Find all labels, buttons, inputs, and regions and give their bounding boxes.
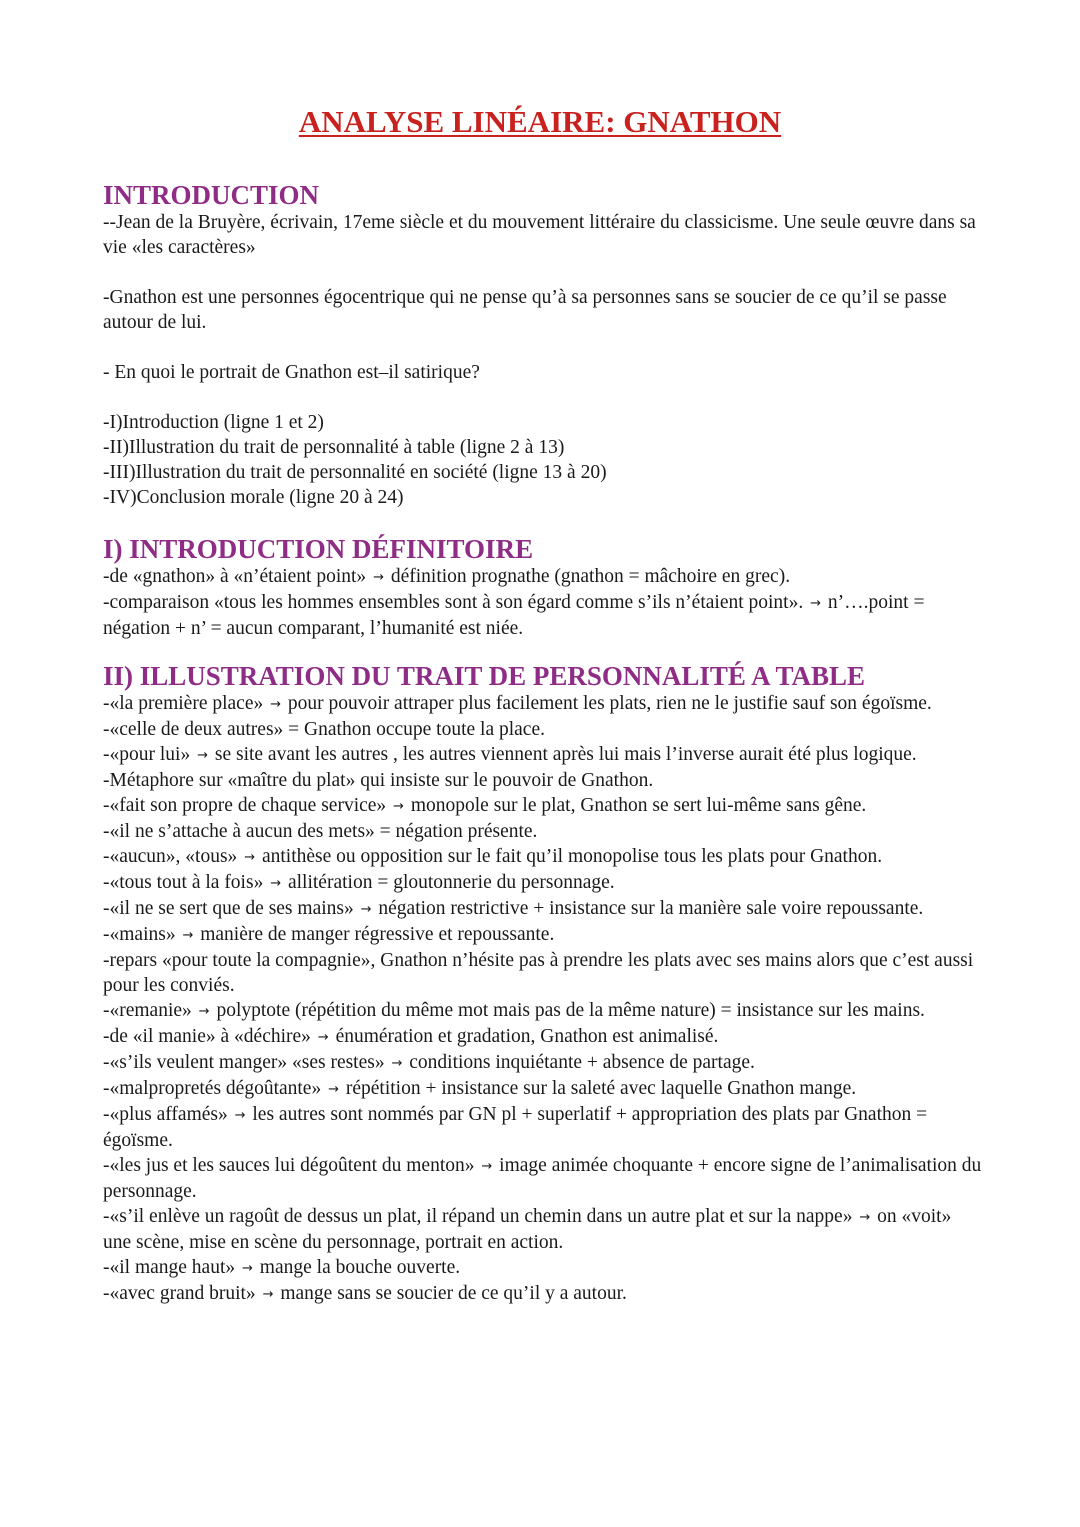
quote-text: -«la première place»: [103, 693, 264, 714]
arrow-icon: →: [182, 928, 194, 943]
quote-text: -de «il manie» à «déchire»: [103, 1026, 311, 1047]
quote-text: -«pour lui»: [103, 744, 191, 765]
document-title: ANALYSE LINÉAIRE: GNATHON: [298, 104, 782, 139]
plan-item: -II)Illustration du trait de personnalité à table (ligne 2 à 13): [103, 437, 565, 458]
analysis-line: [103, 819, 983, 844]
intro-paragraph-character: -Gnathon est une personnes égocentrique qui ne pense qu’à sa personnes sans se soucier de ce qu’il se passe autour de lui.: [103, 287, 947, 333]
heading-introduction: INTRODUCTION: [103, 180, 320, 210]
analysis-line: [103, 870, 983, 896]
analysis-text: n’….point = négation + n’ = aucun comparant, l’humanité est niée.: [103, 592, 925, 639]
analysis-line: [103, 1076, 983, 1102]
arrow-icon: →: [859, 1210, 871, 1225]
analysis-line: [103, 922, 983, 948]
analysis-text: négation restrictive + insistance sur la manière sale voire repoussante.: [378, 898, 924, 919]
quote-text: -«fait son propre de chaque service»: [103, 795, 387, 816]
quote-text: -«avec grand bruit»: [103, 1283, 256, 1304]
quote-text: -«mains»: [103, 924, 176, 945]
analysis-line: [103, 896, 983, 922]
analysis-line: [103, 1255, 983, 1281]
quote-text: -«tous tout à la fois»: [103, 872, 264, 893]
plan-item: -III)Illustration du trait de personnalité en société (ligne 13 à 20): [103, 462, 607, 483]
arrow-icon: →: [197, 748, 208, 763]
analysis-line: [103, 1050, 983, 1076]
analysis-text: les autres sont nommés par GN pl + superlatif + appropriation des plats par Gnathon = égoïsme.: [103, 1104, 928, 1151]
analysis-line: [103, 768, 983, 793]
arrow-icon: →: [198, 1004, 210, 1019]
document-body: [103, 178, 983, 1307]
analysis-line: [103, 717, 983, 742]
quote-text: -«aucun», «tous»: [103, 846, 238, 867]
plan-item: -IV)Conclusion morale (ligne 20 à 24): [103, 487, 404, 508]
analysis-text: monopole sur le plat, Gnathon se sert lui-même sans gêne.: [410, 795, 867, 816]
analysis-text: mange la bouche ouverte.: [259, 1257, 461, 1278]
arrow-icon: →: [810, 596, 822, 611]
quote-text: -«remanie»: [103, 1000, 192, 1021]
section-1-lines: [103, 564, 983, 641]
arrow-icon: →: [391, 1056, 403, 1071]
analysis-text: polyptote (répétition du même mot mais pas de la même nature) = insistance sur les mains.: [216, 1000, 925, 1021]
analysis-text: mange sans se soucier de ce qu’il y a autour.: [280, 1283, 627, 1304]
analysis-text: on «voit» une scène, mise en scène du personnage, portrait en action.: [103, 1206, 952, 1253]
analysis-text: répétition + insistance sur la saleté avec laquelle Gnathon mange.: [345, 1078, 857, 1099]
analysis-text: conditions inquiétante + absence de partage.: [409, 1052, 755, 1073]
analysis-text: image animée choquante + encore signe de l’animalisation du personnage.: [103, 1155, 982, 1202]
analysis-line: [103, 1024, 983, 1050]
arrow-icon: →: [234, 1108, 246, 1123]
heading-section-2: II) ILLUSTRATION DU TRAIT DE PERSONNALITÉ A TABLE: [103, 661, 865, 691]
arrow-icon: →: [373, 570, 384, 585]
analysis-line: [103, 564, 983, 590]
analysis-line: [103, 1102, 983, 1153]
analysis-line: [103, 590, 983, 641]
analysis-line: [103, 1153, 983, 1204]
analysis-line: [103, 742, 983, 768]
analysis-line: [103, 1204, 983, 1255]
quote-text: -«il ne se sert que de ses mains»: [103, 898, 354, 919]
analysis-text: pour pouvoir attraper plus facilement les plats, rien ne le justifie sauf son égoïsme.: [287, 693, 932, 714]
analysis-text: allitération = gloutonnerie du personnage.: [287, 872, 615, 893]
quote-text: -«il ne s’attache à aucun des mets» = négation présente.: [103, 821, 538, 842]
analysis-line: [103, 844, 983, 870]
analysis-text: définition prognathe (gnathon = mâchoire en grec).: [390, 566, 791, 587]
analysis-line: [103, 998, 983, 1024]
intro-paragraph-author: --Jean de la Bruyère, écrivain, 17eme siècle et du mouvement littéraire du classicisme. Une seule œuvre dans sa vie «les caractères»: [103, 212, 976, 258]
analysis-text: énumération et gradation, Gnathon est animalisé.: [335, 1026, 719, 1047]
quote-text: -Métaphore sur «maître du plat» qui insiste sur le pouvoir de Gnathon.: [103, 770, 654, 791]
quote-text: -comparaison «tous les hommes ensembles sont à son égard comme s’ils n’étaient point».: [103, 592, 804, 613]
plan-list: [103, 410, 983, 510]
plan-item: -I)Introduction (ligne 1 et 2): [103, 412, 324, 433]
arrow-icon: →: [481, 1159, 493, 1174]
arrow-icon: →: [270, 697, 282, 712]
heading-section-1: I) INTRODUCTION DÉFINITOIRE: [103, 534, 534, 564]
quote-text: -de «gnathon» à «n’étaient point»: [103, 566, 367, 587]
arrow-icon: →: [242, 1261, 253, 1276]
quote-text: -«s’ils veulent manger» «ses restes»: [103, 1052, 385, 1073]
analysis-text: antithèse ou opposition sur le fait qu’il monopolise tous les plats pour Gnathon.: [261, 846, 883, 867]
analysis-line: [103, 1281, 983, 1307]
quote-text: -«malpropretés dégoûtante»: [103, 1078, 322, 1099]
arrow-icon: →: [270, 876, 282, 891]
arrow-icon: →: [393, 799, 404, 814]
quote-text: -«plus affamés»: [103, 1104, 228, 1125]
analysis-line: [103, 948, 983, 998]
arrow-icon: →: [262, 1287, 274, 1302]
analysis-line: [103, 793, 983, 819]
quote-text: -«les jus et les sauces lui dégoûtent du menton»: [103, 1155, 475, 1176]
quote-text: -«s’il enlève un ragoût de dessus un plat, il répand un chemin dans un autre plat et sur la nappe»: [103, 1206, 853, 1227]
quote-text: -«celle de deux autres» = Gnathon occupe toute la place.: [103, 719, 545, 740]
quote-text: -«il mange haut»: [103, 1257, 236, 1278]
arrow-icon: →: [244, 850, 256, 865]
arrow-icon: →: [360, 902, 372, 917]
intro-problematic: - En quoi le portrait de Gnathon est–il satirique?: [103, 362, 480, 383]
analysis-text: se site avant les autres , les autres viennent après lui mais l’inverse aurait été plus logique.: [214, 744, 917, 765]
analysis-line: [103, 691, 983, 717]
section-2-lines: [103, 691, 983, 1307]
arrow-icon: →: [328, 1082, 339, 1097]
arrow-icon: →: [317, 1030, 329, 1045]
analysis-text: manière de manger régressive et repoussante.: [200, 924, 555, 945]
quote-text: -repars «pour toute la compagnie», Gnathon n’hésite pas à prendre les plats avec ses mains alors que c’est aussi pour les conviés.: [103, 950, 974, 996]
